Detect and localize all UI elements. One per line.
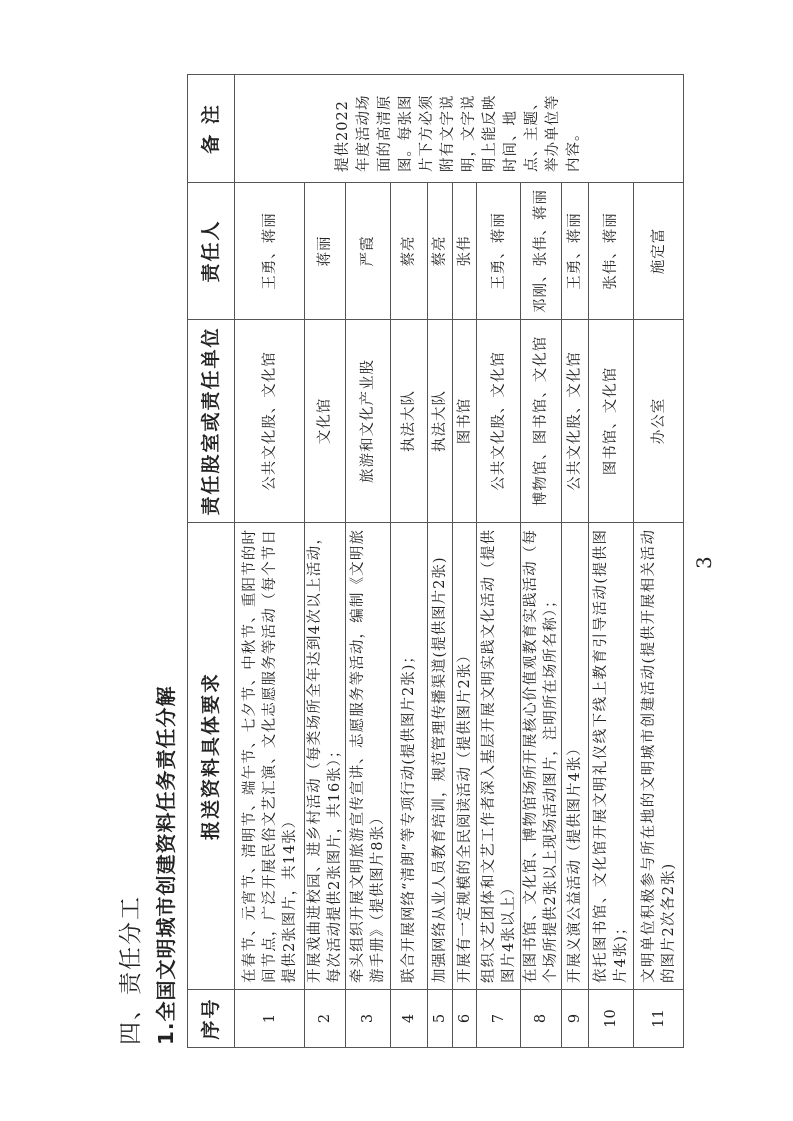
row-person: 蒋丽 [305, 183, 346, 320]
row-content: 在图书馆、文化馆、博物馆场所开展核心价值观教育实践活动（每个场所提供2张以上现场活动图片，注明所在场所名称）； [521, 523, 562, 990]
table-row [634, 75, 684, 1048]
page-number: 3 [692, 556, 716, 569]
table-row [477, 75, 521, 1048]
table-row [428, 75, 453, 1048]
header-content: 报送资料具体要求 [188, 523, 235, 990]
row-content: 联合开展网络“清朗”等专项行动(提供图片2张)； [391, 523, 428, 990]
row-unit: 执法大队 [428, 320, 453, 523]
row-content: 文明单位积极参与所在地的文明城市创建活动(提供开展相关活动的图片2次各2张) [634, 523, 684, 990]
row-person: 张伟、蒋丽 [589, 183, 634, 320]
row-content: 开展有一定规模的全民阅读活动（提供图片2张） [453, 523, 477, 990]
row-content: 加强网络从业人员教育培训，规范管理传播渠道(提供图片2张) [428, 523, 453, 990]
row-person: 蔡亮 [391, 183, 428, 320]
table-row [562, 75, 589, 1048]
row-content: 牵头组织开展文明旅游宣传宣讲、志愿服务等活动，编制《文明旅游手册》（提供图片8张） [346, 523, 391, 990]
row-number: 9 [562, 990, 589, 1048]
row-content: 开展义演公益活动（提供图片4张） [562, 523, 589, 990]
row-number: 8 [521, 990, 562, 1048]
row-person: 邓刚、张伟、蒋丽 [521, 183, 562, 320]
table-row [453, 75, 477, 1048]
row-person: 王勇、蒋丽 [562, 183, 589, 320]
row-content: 在春节、元宵节、清明节、端午节、七夕节、中秋节、重阳节的时间节点，广泛开展民俗文艺汇演、文化志愿服务等活动（每个节日提供2张图片，共14张） [235, 523, 305, 990]
table-header-row [188, 75, 235, 1048]
row-person: 蔡亮 [428, 183, 453, 320]
row-number: 1 [235, 990, 305, 1048]
row-unit: 文化馆 [305, 320, 346, 523]
row-unit: 博物馆、图书馆、文化馆 [521, 320, 562, 523]
row-number: 2 [305, 990, 346, 1048]
row-number: 3 [346, 990, 391, 1048]
row-person: 王勇、蒋丽 [235, 183, 305, 320]
section-title: 四、责任分工 [118, 895, 144, 1045]
row-person: 严霞 [346, 183, 391, 320]
table-row [391, 75, 428, 1048]
row-person: 王勇、蒋丽 [477, 183, 521, 320]
table-row [305, 75, 346, 1048]
row-person: 张伟 [453, 183, 477, 320]
task-table [187, 74, 684, 1048]
row-number: 10 [589, 990, 634, 1048]
row-unit: 执法大队 [391, 320, 428, 523]
row-number: 7 [477, 990, 521, 1048]
row-number: 5 [428, 990, 453, 1048]
row-unit: 图书馆、文化馆 [589, 320, 634, 523]
row-unit: 公共文化股、文化馆 [477, 320, 521, 523]
row-content: 依托图书馆、文化馆开展文明礼仪线下线上教育引导活动(提供图片4张)； [589, 523, 634, 990]
header-remark: 备 注 [188, 75, 235, 183]
row-content: 组织文艺团体和文艺工作者深入基层开展文明实践文化活动（提供图片4张以上） [477, 523, 521, 990]
table-row [589, 75, 634, 1048]
row-unit: 图书馆 [453, 320, 477, 523]
remark-cell: 提供2022年度活动场面的高清原图。每张图片下方必须附有文字说明，文字说明上能反映时间、地点、主题、举办单位等内容。 [235, 75, 684, 183]
row-number: 11 [634, 990, 684, 1048]
row-unit: 办公室 [634, 320, 684, 523]
row-content: 开展戏曲进校园、进乡村活动（每类场所全年达到4次以上活动，每次活动提供2张图片，共16张）； [305, 523, 346, 990]
row-unit: 公共文化股、文化馆 [235, 320, 305, 523]
header-no: 序号 [188, 990, 235, 1048]
table-row [346, 75, 391, 1048]
header-person: 责任人 [188, 183, 235, 320]
row-number: 4 [391, 990, 428, 1048]
row-unit: 旅游和文化产业股 [346, 320, 391, 523]
table-title: 1.全国文明城市创建资料任务责任分解 [154, 685, 178, 1045]
table-row [521, 75, 562, 1048]
header-unit: 责任股室或责任单位 [188, 320, 235, 523]
table-row [235, 75, 305, 1048]
row-number: 6 [453, 990, 477, 1048]
row-unit: 公共文化股、文化馆 [562, 320, 589, 523]
row-person: 施定富 [634, 183, 684, 320]
